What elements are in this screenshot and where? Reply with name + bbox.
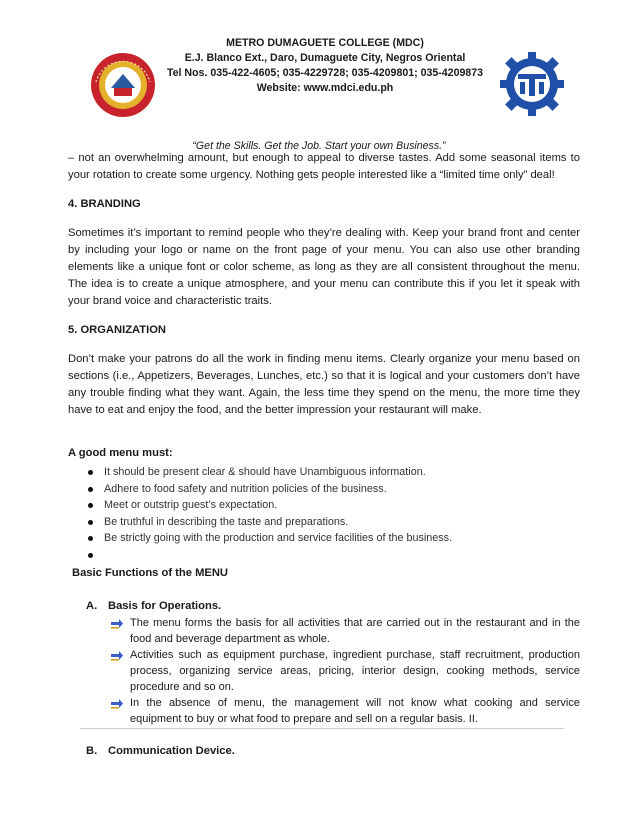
bullet-icon <box>88 503 93 508</box>
bullet-icon <box>88 536 93 541</box>
list-item <box>88 547 580 563</box>
section-a <box>86 598 580 760</box>
website: Website: www.mdci.edu.ph <box>256 82 394 94</box>
college-name: METRO DUMAGUETE COLLEGE (MDC) <box>226 37 424 49</box>
section-a-list <box>86 615 580 727</box>
good-menu-heading: A good menu must: <box>68 447 173 459</box>
tesda-gear-logo <box>498 50 566 118</box>
list-item: Meet or outstrip guest’s expectation. <box>88 497 580 514</box>
bullet-icon <box>88 487 93 492</box>
bullet-icon <box>88 553 93 558</box>
header-text <box>160 36 490 96</box>
section-b-letter: B. <box>86 744 98 757</box>
section-a-heading <box>86 598 580 615</box>
list-item: Be strictly going with the production and service facilities of the business. <box>88 530 580 547</box>
telephone-numbers: Tel Nos. 035-422-4605; 035-4229728; 035-4209801; 035-4209873 <box>166 67 484 79</box>
intro-paragraph: – not an overwhelming amount, but enough to appeal to diverse tastes. Add some seasonal items to your rotation to create some urgency. Nothing gets people interested like a “limited time only” deal! <box>68 152 580 181</box>
branding-heading: 4. BRANDING <box>68 198 141 210</box>
section-a-title: Basis for Operations. <box>108 599 222 612</box>
organization-paragraph: Don’t make your patrons do all the work in finding menu items. Clearly organize your menu based on sections (i.e., Appetizers, Beverages, Lunches, etc.) so that it is logical and your customers don’t have any trouble finding what they want. Again, the less time they spend on the menu, the more time they have to eat and enjoy the food, and the better impression your restaurant will make. <box>68 353 580 416</box>
arrow-bullet-icon <box>110 617 124 629</box>
list-item: Adhere to food safety and nutrition policies of the business. <box>88 481 580 498</box>
section-a-letter: A. <box>86 599 98 612</box>
section-b-title: Communication Device. <box>108 744 235 757</box>
list-item: The menu forms the basis for all activities that are carried out in the restaurant and in the food and beverage department as whole. <box>110 615 580 647</box>
list-item: It should be present clear & should have Unambiguous information. <box>88 464 580 481</box>
college-seal-logo <box>90 52 156 118</box>
document-header <box>0 36 638 152</box>
list-item: Activities such as equipment purchase, ingredient purchase, staff recruitment, production process, organizing service areas, pricing, interior design, cooking methods, service procedure and so on. <box>110 647 580 695</box>
bullet-icon <box>88 470 93 475</box>
section-b-heading <box>86 743 580 760</box>
good-menu-list <box>68 464 580 563</box>
bullet-icon <box>88 520 93 525</box>
page-divider <box>80 728 564 729</box>
list-item: Be truthful in describing the taste and preparations. <box>88 514 580 531</box>
basic-functions-heading: Basic Functions of the MENU <box>72 566 229 579</box>
motto: “Get the Skills. Get the Job. Start your own Business.” <box>192 140 446 152</box>
document-body <box>68 150 580 760</box>
arrow-bullet-icon <box>110 697 124 709</box>
list-item: In the absence of menu, the management will not know what cooking and service equipment to buy or what food to prepare and sell on a regular basis. II. <box>110 695 580 727</box>
college-address: E.J. Blanco Ext., Daro, Dumaguete City, Negros Oriental <box>184 52 466 64</box>
arrow-bullet-icon <box>110 649 124 661</box>
branding-paragraph: Sometimes it’s important to remind people who they’re dealing with. Keep your brand front and center by including your logo or name on the front page of your menu. You can also use other branding elements like a unique font or color scheme, as long as they are all consistent throughout the menu. The idea is to create a unique atmosphere, and your menu can contribute this if you let it speak with your brand voice and characteristic traits. <box>68 227 580 307</box>
organization-heading: 5. ORGANIZATION <box>68 324 166 336</box>
